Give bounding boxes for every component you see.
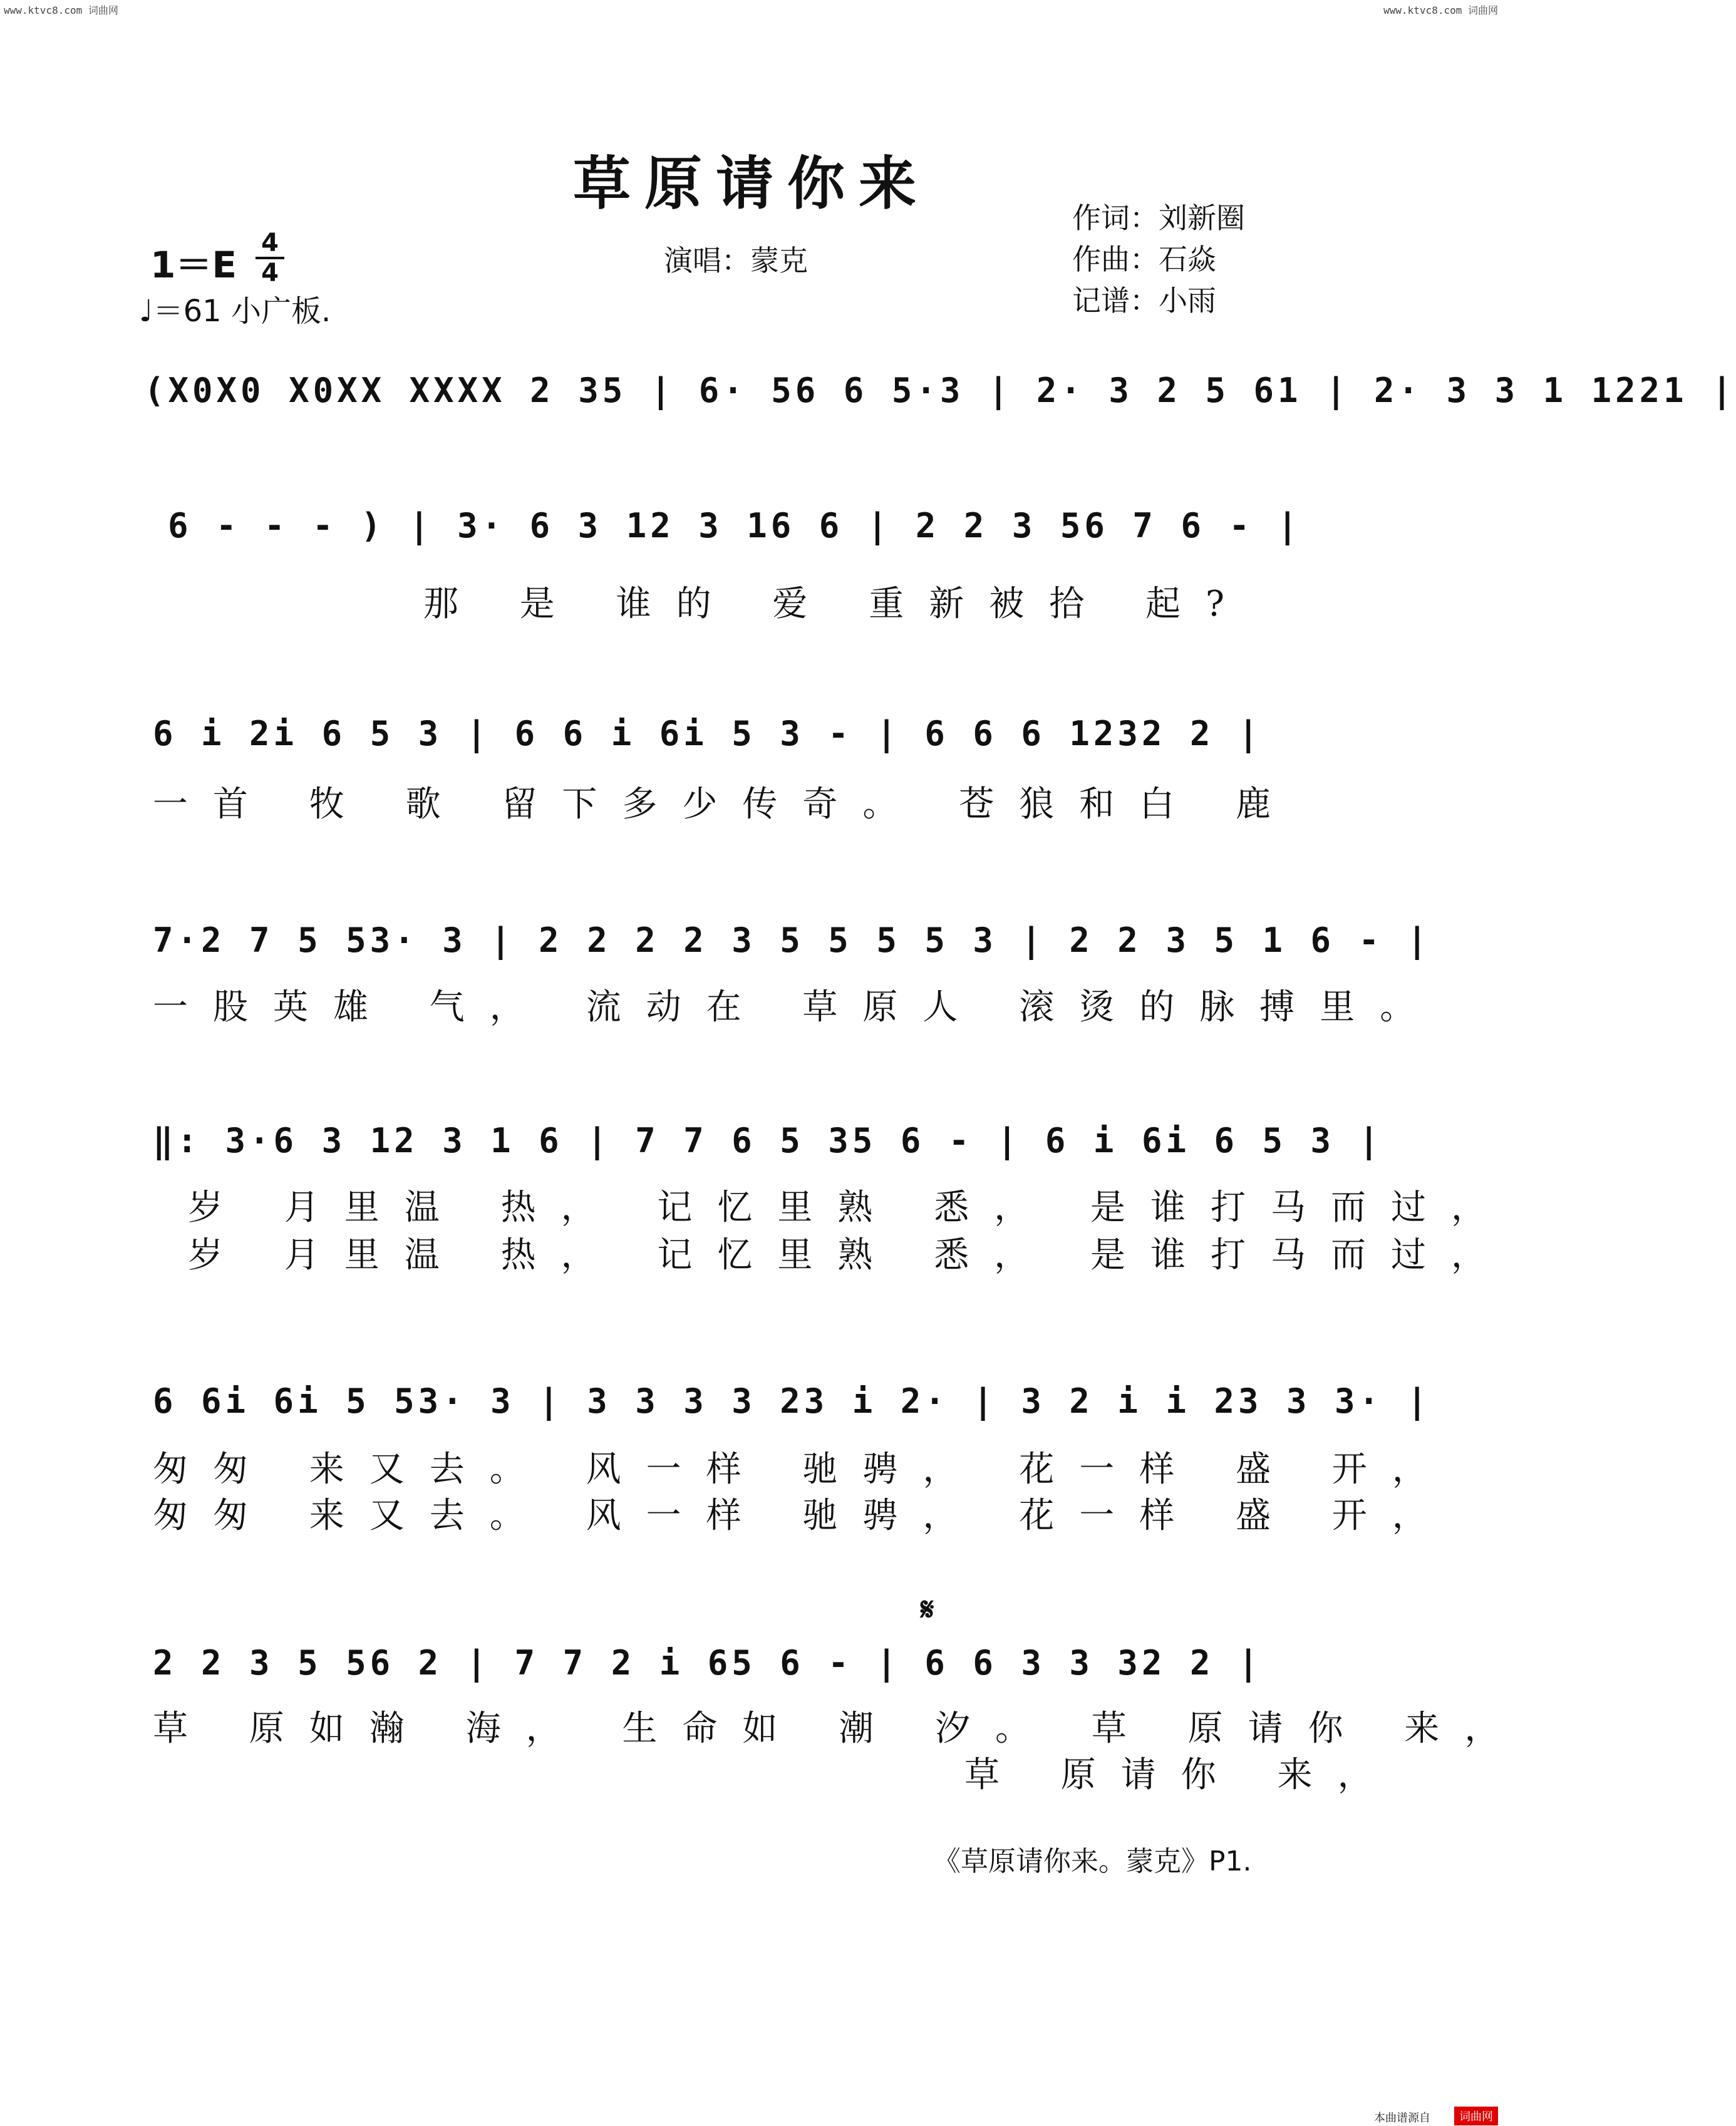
music-line-3: 6 i 2i 6 5 3 | 6 6 i 6i 5 3 - | 6 6 6 1232 2 | <box>153 714 1263 753</box>
lyric-line-4: 一股英雄 气， 流动在 草原人 滚烫的脉搏里。 <box>153 987 1440 1028</box>
lyric-line-5b: 岁 月里温 热， 记忆里熟 悉， 是谁打马而过， <box>188 1235 1512 1276</box>
music-line-6: 6 6i 6i 5 53· 3 | 3 3 3 3 23 i 2· | 3 2 i i 23 3 3· | <box>153 1381 1432 1421</box>
lyric-line-7b: 草 原请你 来， <box>964 1755 1398 1795</box>
singer: 演唱：蒙克 <box>664 244 808 277</box>
music-line-4: 7·2 7 5 53· 3 | 2 2 2 2 3 5 5 5 5 3 | 2 2 3 5 1 6 - | <box>153 921 1432 960</box>
lyric-line-2: 那 是 谁的 爱 重新被拾 起? <box>423 584 1250 624</box>
lyric-line-7a: 草 原如瀚 海， 生命如 潮 汐。 草 原请你 来， <box>153 1708 1525 1749</box>
music-line-5: ‖: 3·6 3 12 3 1 6 | 7 7 6 5 35 6 - | 6 i 6i 6 5 3 | <box>153 1121 1383 1160</box>
segno-sign: 𝄋 <box>921 1591 934 1628</box>
lyric-line-6b: 匆匆 来又去。 风一样 驰骋， 花一样 盛 开， <box>153 1495 1452 1536</box>
lyric-line-3: 一首 牧 歌 留下多少传奇。 苍狼和白 鹿 <box>153 784 1296 825</box>
lyricist: 作词：刘新圈 <box>1072 201 1245 235</box>
transcriber: 记谱：小雨 <box>1072 284 1216 317</box>
source-label: 本曲谱源自 <box>1374 2112 1430 2125</box>
composer: 作曲：石焱 <box>1072 242 1216 276</box>
site-badge: 词曲网 <box>1454 2107 1498 2125</box>
music-line-1: (X0X0 X0XX XXXX 2 35 | 6· 56 6 5·3 | 2· 3 2 5 61 | 2· 3 3 1 1221 | <box>144 371 1736 410</box>
time-signature-bottom: 4 <box>261 259 279 287</box>
music-line-2: 6 - - - ) | 3· 6 3 12 3 16 6 | 2 2 3 56 7 6 - | <box>168 506 1302 545</box>
time-signature <box>256 230 284 286</box>
header-url-right: www.ktvc8.com 词曲网 <box>1383 4 1498 16</box>
tempo-marking: ♩＝61 小广板. <box>139 294 331 329</box>
lyric-line-6a: 匆匆 来又去。 风一样 驰骋， 花一样 盛 开， <box>153 1449 1452 1490</box>
score-title: 草原请你来 <box>572 150 930 217</box>
header-url-left: www.ktvc8.com 词曲网 <box>4 4 118 16</box>
time-signature-top: 4 <box>261 229 279 257</box>
lyric-line-5a: 岁 月里温 热， 记忆里熟 悉， 是谁打马而过， <box>188 1187 1512 1228</box>
key-signature: 1＝E <box>150 244 237 286</box>
page-note: 《草原请你来。蒙克》P1. <box>933 1845 1252 1877</box>
music-line-7: 2 2 3 5 56 2 | 7 7 2 i 65 6 - | 6 6 3 3 32 2 | <box>153 1643 1263 1683</box>
